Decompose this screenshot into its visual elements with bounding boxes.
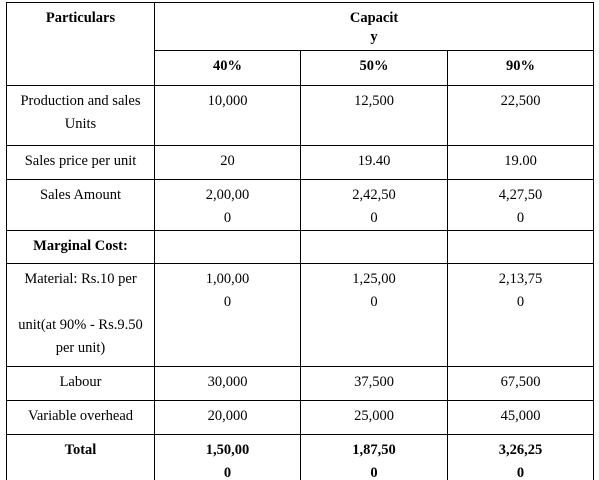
cell-material-40-line2: 0 bbox=[223, 294, 232, 310]
column-header-50: 50% bbox=[301, 51, 448, 86]
cell-labour-50: 37,500 bbox=[301, 367, 448, 401]
cell-labour-90: 67,500 bbox=[448, 367, 594, 401]
row-label-production-line2: Units bbox=[64, 116, 97, 132]
marginal-cost-table bbox=[6, 2, 594, 480]
column-header-90: 90% bbox=[448, 51, 594, 86]
row-label-material-line4: per unit) bbox=[55, 340, 106, 356]
particulars-header bbox=[7, 3, 155, 86]
cell-material-40 bbox=[155, 264, 301, 367]
capacity-header-line2: y bbox=[370, 29, 378, 45]
cell-sales-amount-50 bbox=[301, 180, 448, 231]
cell-production-50: 12,500 bbox=[301, 86, 448, 146]
cell-variable-overhead-50: 25,000 bbox=[301, 401, 448, 435]
cell-material-50-line2: 0 bbox=[370, 294, 378, 310]
capacity-header bbox=[155, 3, 594, 51]
row-label-sales-amount: Sales Amount bbox=[7, 180, 155, 231]
row-label-labour: Labour bbox=[7, 367, 155, 401]
row-label-production bbox=[7, 86, 155, 146]
cell-total-90-line1: 3,26,25 bbox=[498, 442, 543, 458]
cell-material-90 bbox=[448, 264, 594, 367]
table-row bbox=[7, 367, 594, 401]
capacity-header-line1: Capacit bbox=[349, 10, 399, 26]
cell-total-50-line1: 1,87,50 bbox=[352, 442, 396, 458]
row-label-sales-price: Sales price per unit bbox=[7, 146, 155, 180]
table-row bbox=[7, 180, 594, 231]
cell-total-50 bbox=[301, 435, 448, 480]
table-row bbox=[7, 231, 594, 264]
row-label-total: Total bbox=[7, 435, 155, 480]
cell-sales-price-50: 19.40 bbox=[301, 146, 448, 180]
cell-sales-price-40: 20 bbox=[155, 146, 301, 180]
table-header-row bbox=[7, 3, 594, 51]
row-label-material-line1: Material: Rs.10 per bbox=[24, 271, 137, 287]
table-row bbox=[7, 401, 594, 435]
cell-variable-overhead-40: 20,000 bbox=[155, 401, 301, 435]
column-header-40: 40% bbox=[155, 51, 301, 86]
cell-sales-price-90: 19.00 bbox=[448, 146, 594, 180]
row-label-material bbox=[7, 264, 155, 367]
particulars-header-label: Particulars bbox=[45, 10, 116, 26]
cell-sales-amount-90-line2: 0 bbox=[516, 210, 525, 226]
cell-production-40: 10,000 bbox=[155, 86, 301, 146]
cell-total-40-line1: 1,50,00 bbox=[205, 442, 250, 458]
cell-material-50 bbox=[301, 264, 448, 367]
cell-sales-amount-90 bbox=[448, 180, 594, 231]
table-row bbox=[7, 86, 594, 146]
row-label-material-blank bbox=[7, 291, 154, 314]
cell-sales-amount-40-line1: 2,00,00 bbox=[205, 187, 250, 203]
cell-marginal-cost-40 bbox=[155, 231, 301, 264]
table-row bbox=[7, 264, 594, 367]
cell-total-50-line2: 0 bbox=[370, 465, 378, 480]
cell-sales-amount-50-line1: 2,42,50 bbox=[352, 187, 396, 203]
cell-variable-overhead-90: 45,000 bbox=[448, 401, 594, 435]
table-row bbox=[7, 435, 594, 480]
cell-material-50-line1: 1,25,00 bbox=[352, 271, 396, 287]
cell-material-90-line1: 2,13,75 bbox=[498, 271, 543, 287]
cell-total-40-line2: 0 bbox=[223, 465, 232, 480]
cell-marginal-cost-50 bbox=[301, 231, 448, 264]
row-label-variable-overhead: Variable overhead bbox=[7, 401, 155, 435]
table-row bbox=[7, 146, 594, 180]
cell-sales-amount-90-line1: 4,27,50 bbox=[498, 187, 543, 203]
cell-sales-amount-50-line2: 0 bbox=[370, 210, 378, 226]
cell-material-40-line1: 1,00,00 bbox=[205, 271, 250, 287]
row-label-material-line3: unit(at 90% - Rs.9.50 bbox=[18, 317, 143, 333]
cell-production-90: 22,500 bbox=[448, 86, 594, 146]
row-label-marginal-cost: Marginal Cost: bbox=[7, 231, 155, 264]
cell-labour-40: 30,000 bbox=[155, 367, 301, 401]
row-label-production-line1: Production and sales bbox=[20, 93, 141, 109]
cell-total-90 bbox=[448, 435, 594, 480]
cell-marginal-cost-90 bbox=[448, 231, 594, 264]
cell-sales-amount-40-line2: 0 bbox=[223, 210, 232, 226]
cell-total-90-line2: 0 bbox=[516, 465, 525, 480]
cell-material-90-line2: 0 bbox=[516, 294, 525, 310]
cell-total-40 bbox=[155, 435, 301, 480]
cell-sales-amount-40 bbox=[155, 180, 301, 231]
